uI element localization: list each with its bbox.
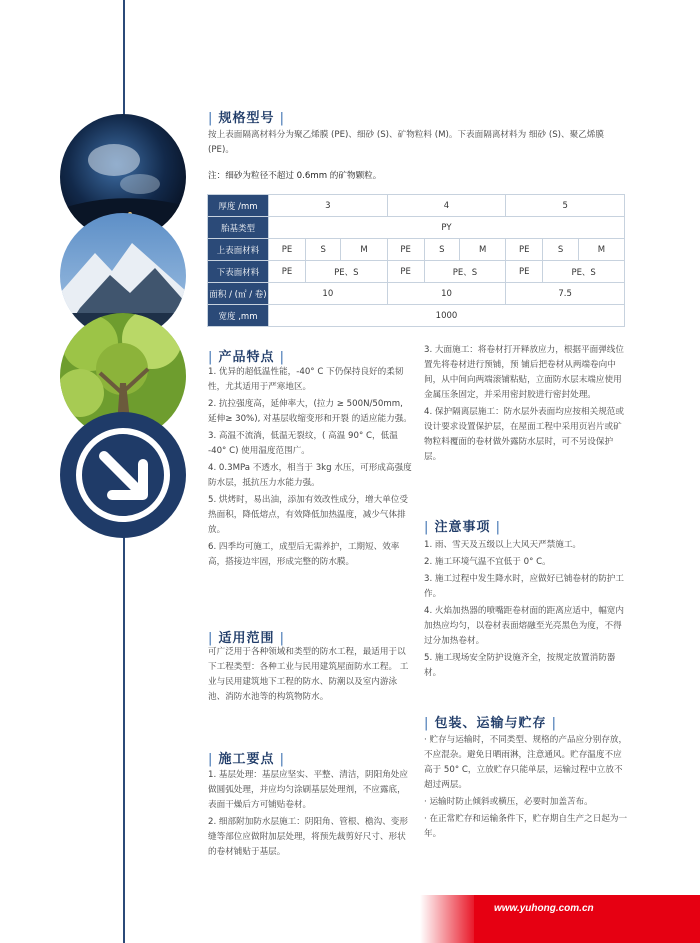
arrow-down-right-icon xyxy=(60,412,186,538)
list-item: 1. 雨、雪天及五级以上大风天严禁施工。 xyxy=(424,540,582,550)
cautions-heading: | 注意事项 | xyxy=(424,520,502,535)
construction-heading: | 施工要点 | xyxy=(208,752,286,767)
spec-note: 注：细砂为粒径不超过 0.6mm 的矿物颗粒。 xyxy=(208,171,382,181)
spec-table xyxy=(207,194,625,327)
row-header: 宽度 ,mm xyxy=(208,305,269,327)
list-item: 4. 保护隔离层施工：防水层外表面均应按相关规范或设计要求设置保护层，在屋面工程中采用页岩片或矿物粒料覆面的卷材做外露防水层时，可不另设保护层。 xyxy=(424,407,624,462)
spec-heading: | 规格型号 | xyxy=(208,111,286,126)
list-item: 2. 施工环境气温不宜低于 0° C。 xyxy=(424,557,551,567)
footer-gradient xyxy=(420,895,480,943)
table-cell: S xyxy=(543,239,578,261)
row-header: 面积 / (㎡ / 卷) xyxy=(208,283,269,305)
list-item: 2. 细部附加防水层施工：阴阳角、管根、檐沟、变形缝等部位应做附加层处理，将预先裁剪好尺寸、形状的卷材铺贴于基层。 xyxy=(208,817,408,857)
list-item: · 在正常贮存和运输条件下，贮存期自生产之日起为一年。 xyxy=(424,814,628,839)
list-item: 4. 0.3MPa 不透水，相当于 3kg 水压，可形成高强度防水层，抵抗压力水能力强。 xyxy=(208,463,412,488)
list-item: 3. 高温不流淌，低温无裂纹，( 高温 90° C，低温 -40° C) 使用温度范围广。 xyxy=(208,431,398,456)
list-item: 6. 四季均可施工，成型后无需养护，工期短、效率高，搭接边牢固，形成完整的防水膜。 xyxy=(208,542,400,567)
table-cell: S xyxy=(305,239,340,261)
table-cell: 5 xyxy=(506,195,625,217)
table-cell: 10 xyxy=(387,283,506,305)
features-heading: | 产品特点 | xyxy=(208,350,286,365)
table-cell: PE xyxy=(387,261,424,283)
list-item: 1. 优异的超低温性能，-40° C 下仍保持良好的柔韧性，尤其适用于严寒地区。 xyxy=(208,367,404,392)
table-cell: 7.5 xyxy=(506,283,625,305)
scope-heading: | 适用范围 | xyxy=(208,631,286,646)
list-item: 5. 施工现场安全防护设施齐全，按规定放置消防器材。 xyxy=(424,653,616,678)
table-row xyxy=(208,239,625,261)
packaging-heading: | 包装、运输与贮存 | xyxy=(424,716,558,731)
scope-text: 可广泛用于各种领域和类型的防水工程，最适用于以下工程类型：各种工业与民用建筑屋面防水工程。 工业与民用建筑地下工程的防水、防潮以及室内游泳池、消防水池等的构筑物防水。 xyxy=(208,647,409,702)
table-row xyxy=(208,261,625,283)
table-cell: PE xyxy=(506,261,543,283)
table-row xyxy=(208,283,625,305)
row-header: 厚度 /mm xyxy=(208,195,269,217)
row-header: 胎基类型 xyxy=(208,217,269,239)
packaging-list xyxy=(424,733,629,844)
construction-list-left xyxy=(208,768,413,862)
table-cell: M xyxy=(578,239,624,261)
table-cell: 1000 xyxy=(269,305,625,327)
list-item: 1. 基层处理：基层应坚实、平整、清洁，阴阳角处应做圆弧处理，并应均匀涂刷基层处理剂，不应露底，表面干燥后方可铺贴卷材。 xyxy=(208,770,408,810)
table-row xyxy=(208,195,625,217)
list-item: · 贮存与运输时，不同类型、规格的产品应分别存放，不应混杂。避免日晒雨淋，注意通风。贮存温度不应高于 50° C，立放贮存只能单层，运输过程中立放不超过两层。 xyxy=(424,735,628,790)
footer-url-link[interactable]: www.yuhong.com.cn xyxy=(494,903,594,914)
row-header: 上表面材料 xyxy=(208,239,269,261)
table-row xyxy=(208,217,625,239)
table-cell: M xyxy=(460,239,506,261)
list-item: 4. 火焰加热器的喷嘴距卷材面的距离应适中，幅宽内加热应均匀，以卷材表面熔融至光亮黑色为度，不得过分加热卷材。 xyxy=(424,606,624,646)
table-cell: M xyxy=(341,239,387,261)
table-cell: PE、S xyxy=(305,261,387,283)
list-item: 3. 大面施工：将卷材打开释放应力，根据平面弹线位置先将卷材进行预铺，预 铺后把卷材从两端卷向中间，从中间向两端滚铺粘贴，立面防水层末端应使用金属压条固定，并采用密封胶进行密封处理。 xyxy=(424,345,624,400)
table-row xyxy=(208,305,625,327)
list-item: 2. 抗拉强度高，延伸率大，(拉力 ≥ 500N/50mm, 延伸≥ 30%), 对基层收缩变形和开裂 的适应能力强。 xyxy=(208,399,412,424)
construction-list-right xyxy=(424,343,629,467)
table-cell: 4 xyxy=(387,195,506,217)
list-item: · 运输时防止倾斜或横压，必要时加盖苫布。 xyxy=(424,797,593,807)
table-cell: PE xyxy=(269,261,306,283)
cautions-list xyxy=(424,538,629,683)
table-cell: 10 xyxy=(269,283,388,305)
table-cell: PE xyxy=(506,239,543,261)
table-cell: PE xyxy=(269,239,306,261)
list-item: 5. 烘烤时，易出油，添加有效改性成分，增大单位受热面积，降低熔点，有效降低加热温度，减少气体排放。 xyxy=(208,495,408,535)
spec-intro: 按上表面隔离材料分为聚乙烯膜 (PE)、细砂 (S)、矿物粒料 (M)。下表面隔离材料为 细砂 (S)、聚乙烯膜 (PE)。 xyxy=(208,130,604,155)
table-cell: PY xyxy=(269,217,625,239)
row-header: 下表面材料 xyxy=(208,261,269,283)
features-list xyxy=(208,365,413,572)
list-item: 3. 施工过程中发生降水时，应做好已铺卷材的防护工作。 xyxy=(424,574,624,599)
table-cell: PE、S xyxy=(543,261,625,283)
table-cell: PE、S xyxy=(424,261,506,283)
table-cell: S xyxy=(424,239,459,261)
table-cell: PE xyxy=(387,239,424,261)
table-cell: 3 xyxy=(269,195,388,217)
